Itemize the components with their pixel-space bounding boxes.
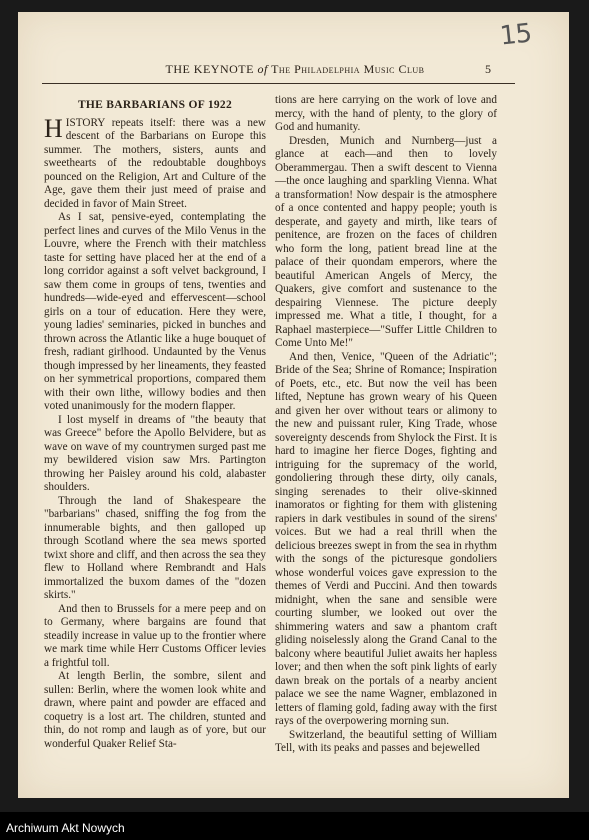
paragraph-text: ISTORY repeats itself: there was a new descent of the Barbarians on Europe this summer. The mothers, sisters, aunts and sweethearts of the redoubtable doughboys pounced on the Religion, Art and Culture of the Age, gave them their just meed of praise and decided in favor of Main Street. [44,116,266,210]
running-head-of: of [257,62,268,76]
paragraph: Dresden, Munich and Nurnberg—just a glance at each—and then to lovely Oberammergau. Then a swift descent to Vienna—the once laughing and sparkling Vienna. What a transformation! Now despair is the atmosphere of a once contented and happy people; youth is desperate, and gayety and mirth, like tears of penitence, are frozen on the faces of children who form the long, patient bread line at the palace of their quondam emperors, where the beautiful American Angels of Mercy, the Quakers, give comfort and sustenance to the despairing Viennese. The picture deeply impressed me. What a title, I thought, for a Raphael masterpiece—"Suffer Little Children to Come Unto Me!" [275,134,497,349]
article-title: THE BARBARIANS OF 1922 [77,99,233,111]
paragraph-continuation: tions are here carrying on the work of love and mercy, with the hand of plenty, to the glory of God and humanity. [275,94,497,133]
right-column [275,94,497,756]
paragraph: As I sat, pensive-eyed, contemplating the perfect lines and curves of the Milo Venus in the Louvre, where the French with their matchless taste for setting have placed her at the end of a long corridor against a soft velvet background, I saw them come in groups of tens, twenties and hundreds—wide-eyed and effervescent—school girls on a tour of education. Here they were, young ladies' seminaries, picked in bunches and thrown across the Atlantic like a huge bouquet of fresh, radiant girlhood. Undaunted by the Venus though impressed by her lineaments, they feasted on her symmetrical proportions, compared them with their own lithe, willowy bodies and then voted unanimously for the modern flapper. [44,211,266,412]
paragraph: I lost myself in dreams of "the beauty that was Greece" before the Apollo Belvidere, but as wave on wave of my countrymen surged past me my bewildered vision saw Mrs. Partington throwing her Paisley around his cold, alabaster shoulders. [44,413,266,493]
archive-page-number: 15 [498,18,533,52]
paragraph: And then to Brussels for a mere peep and on to Germany, where bargains are found that steadily increase in value up to the frontier where we mark time while Herr Customs Officer levies a frightful toll. [44,602,266,669]
drop-cap: H [44,113,63,143]
header-rule [42,83,515,84]
running-head-pre: THE KEYNOTE [165,62,258,76]
page-number: 5 [485,62,491,76]
left-column [44,94,266,751]
paragraph [44,113,266,212]
running-head [95,62,495,77]
right-paragraphs [275,135,497,756]
left-paragraphs [44,113,266,752]
paragraph: Through the land of Shakespeare the "barbarians" chased, sniffing the fog from the innumerable bights, and then galloped up through Scotland where the sea mews sported twixt shore and cliff, and then across the sea they flew to Holland where Rembrandt and Hals immortalized the buxom dames of the "dozen skirts." [44,494,266,601]
paragraph: And then, Venice, "Queen of the Adriatic"; Bride of the Sea; Shrine of Romance; Inspiration of Poets, etc., etc. But now the veil has been lifted, Neptune has grown weary of his Queen and given her over without tears or alimony to the new and puissant ruler, King Trade, whose sovereignty descends from Shylock the First. It is hard to imagine her fierce Doges, fighting and intriguing for the supremacy of the world, gondoliering through these dirty, oily canals, singing serenades to their olive-skinned inamoratos or fighting for them with glistening rapiers in dark vestibules in sound of the sirens' voices. But we had a real thrill when the delicious breezes swept in from the sea in rhythm with the songs of the picturesque gondoliers whose wonderful voices gave expression to the themes of Verdi and Puccini. And then towards midnight, when the sane and sensible were courting slumber, we looked out over the shimmering waters and saw a phantom craft gliding noiselessly along the Grand Canal to the balcony where beautiful Juliet awaits her hapless lover; and then when the soft pink lights of early dawn break on the portals of a nearby ancient palace we see the name Wagner, emblazoned in letters of flaming gold, fading away with the first rays of the overpowering morning sun. [275,350,497,727]
running-head-post: The Philadelphia Music Club [267,62,425,76]
paragraph: Switzerland, the beautiful setting of William Tell, with its peaks and passes and bejewelled [275,728,497,754]
scan-border [0,0,18,812]
archive-footer [0,812,589,840]
paragraph: At length Berlin, the sombre, silent and sullen: Berlin, where the women look white and drawn, where paint and powder are effaced and coquetry is a lost art. The children, stunted and thin, do not romp and laugh as of yore, but our wonderful Quaker Relief Sta- [44,670,266,750]
archive-footer-label: Archiwum Akt Nowych [6,821,125,835]
